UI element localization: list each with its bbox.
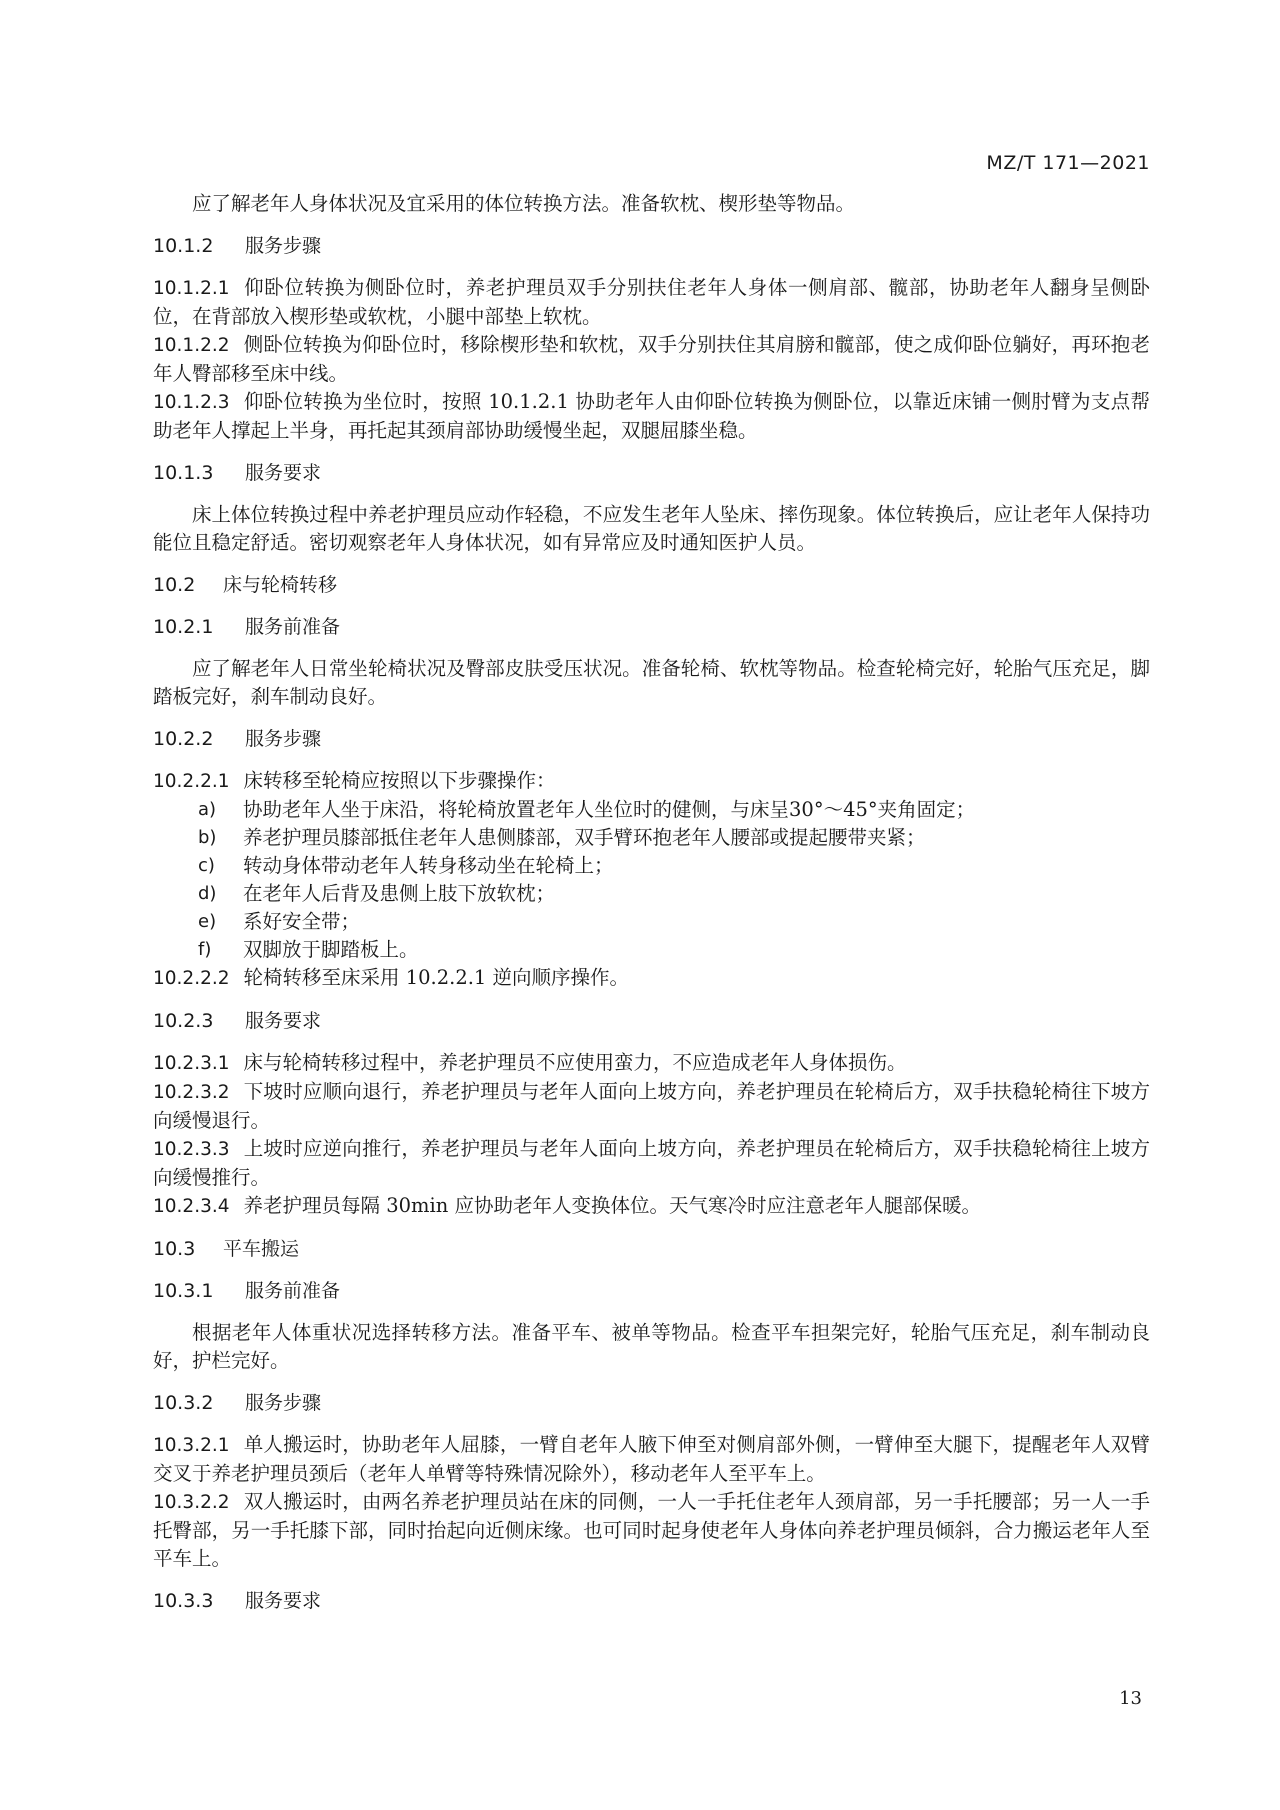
list-item <box>153 936 1150 964</box>
clause-text: 养老护理员每隔 30min 应协助老年人变换体位。天气寒冷时应注意老年人腿部保暖。 <box>243 1194 981 1217</box>
heading-title: 服务步骤 <box>245 728 322 750</box>
list-marker: f) <box>198 939 212 960</box>
list-text: 协助老年人坐于床沿，将轮椅放置老年人坐位时的健侧，与床呈30°～45°夹角固定； <box>243 798 976 821</box>
list-item <box>153 908 1150 936</box>
clause-number: 10.1.2.3 <box>153 392 230 413</box>
paragraph-10-1-3: 床上体位转换过程中养老护理员应动作轻稳，不应发生老年人坠床、摔伤现象。体位转换后，应让老年人保持功能位且稳定舒适。密切观察老年人身体状况，如有异常应及时通知医护人员。 <box>153 503 1150 554</box>
clause-10-3-2-2 <box>153 1488 1150 1573</box>
clause-number: 10.1.2.1 <box>153 278 230 299</box>
list-item <box>153 796 1150 824</box>
clause-10-2-3-2 <box>153 1078 1150 1135</box>
clause-number: 10.2.3.2 <box>153 1082 230 1103</box>
heading-10-2-2 <box>153 725 1150 753</box>
clause-text: 单人搬运时，协助老年人屈膝，一臂自老年人腋下伸至对侧肩部外侧，一臂伸至大腿下，提醒老年人双臂交叉于养老护理员颈后（老年人单臂等特殊情况除外），移动老年人至平车上。 <box>153 1433 1150 1485</box>
heading-number: 10.2.2 <box>153 728 214 750</box>
heading-title: 服务要求 <box>245 1010 322 1032</box>
heading-10-3-1 <box>153 1277 1150 1305</box>
heading-number: 10.2.3 <box>153 1010 214 1032</box>
list-item <box>153 852 1150 880</box>
clause-number: 10.2.3.4 <box>153 1196 230 1217</box>
clause-10-2-3-3 <box>153 1135 1150 1192</box>
list-marker: a) <box>198 799 217 820</box>
heading-10-2-3 <box>153 1007 1150 1035</box>
heading-10-3-2 <box>153 1389 1150 1417</box>
list-text: 在老年人后背及患侧上肢下放软枕； <box>243 882 556 905</box>
clause-number: 10.2.2.1 <box>153 771 230 792</box>
clause-10-2-3-1 <box>153 1049 1150 1078</box>
list-text: 双脚放于脚踏板上。 <box>243 938 419 961</box>
heading-title: 服务前准备 <box>245 1280 341 1302</box>
heading-number: 10.3 <box>153 1238 196 1260</box>
list-marker: e) <box>198 911 217 932</box>
clause-text: 床转移至轮椅应按照以下步骤操作： <box>243 769 556 792</box>
clause-10-1-2-1 <box>153 274 1150 331</box>
heading-number: 10.3.3 <box>153 1590 214 1612</box>
clause-text: 双人搬运时，由两名养老护理员站在床的同侧，一人一手托住老年人颈肩部，另一手托腰部；另一人一手托臀部，另一手托膝下部，同时抬起向近侧床缘。也可同时起身使老年人身体向养老护理员倾斜，合力搬运老年人至平车上。 <box>153 1490 1150 1570</box>
list-marker: b) <box>198 827 217 848</box>
heading-10-1-3 <box>153 459 1150 487</box>
heading-title: 平车搬运 <box>223 1238 300 1260</box>
page-number: 13 <box>1119 1688 1142 1709</box>
list-marker: d) <box>198 883 217 904</box>
list-text: 系好安全带； <box>243 910 361 933</box>
heading-10-2 <box>153 571 1150 599</box>
clause-text: 下坡时应顺向退行，养老护理员与老年人面向上坡方向，养老护理员在轮椅后方，双手扶稳轮椅往下坡方向缓慢退行。 <box>153 1080 1150 1132</box>
clause-text: 轮椅转移至床采用 10.2.2.1 逆向顺序操作。 <box>243 966 630 989</box>
heading-title: 服务步骤 <box>245 235 322 257</box>
steps-list <box>153 796 1150 964</box>
clause-text: 仰卧位转换为坐位时，按照 10.1.2.1 协助老年人由仰卧位转换为侧卧位，以靠近床铺一侧肘臂为支点帮助老年人撑起上半身，再托起其颈肩部协助缓慢坐起，双腿屈膝坐稳。 <box>153 390 1150 442</box>
clause-number: 10.2.3.1 <box>153 1053 230 1074</box>
list-text: 养老护理员膝部抵住老年人患侧膝部，双手臂环抱老年人腰部或提起腰带夹紧； <box>243 826 926 849</box>
heading-number: 10.1.3 <box>153 462 214 484</box>
list-item <box>153 824 1150 852</box>
document-body <box>153 190 1150 1629</box>
clause-10-2-3-4 <box>153 1192 1150 1221</box>
heading-10-1-2 <box>153 232 1150 260</box>
clause-number: 10.2.2.2 <box>153 968 230 989</box>
list-marker: c) <box>198 855 215 876</box>
clause-number: 10.3.2.2 <box>153 1492 230 1513</box>
heading-number: 10.2.1 <box>153 616 214 638</box>
clause-number: 10.1.2.2 <box>153 335 230 356</box>
clause-number: 10.2.3.3 <box>153 1139 230 1160</box>
heading-10-3-3 <box>153 1587 1150 1615</box>
heading-number: 10.1.2 <box>153 235 214 257</box>
clause-text: 床与轮椅转移过程中，养老护理员不应使用蛮力，不应造成老年人身体损伤。 <box>243 1051 907 1074</box>
heading-number: 10.3.2 <box>153 1392 214 1414</box>
heading-title: 床与轮椅转移 <box>223 574 338 596</box>
clause-10-1-2-3 <box>153 388 1150 445</box>
heading-10-3 <box>153 1235 1150 1263</box>
heading-title: 服务要求 <box>245 1590 322 1612</box>
clause-10-2-2-1 <box>153 767 1150 796</box>
paragraph-10-3-1: 根据老年人体重状况选择转移方法。准备平车、被单等物品。检查平车担架完好，轮胎气压充足，刹车制动良好，护栏完好。 <box>153 1321 1150 1372</box>
paragraph-10-2-1: 应了解老年人日常坐轮椅状况及臀部皮肤受压状况。准备轮椅、软枕等物品。检查轮椅完好，轮胎气压充足，脚踏板完好，刹车制动良好。 <box>153 657 1150 708</box>
heading-number: 10.3.1 <box>153 1280 214 1302</box>
clause-text: 侧卧位转换为仰卧位时，移除楔形垫和软枕，双手分别扶住其肩膀和髋部，使之成仰卧位躺好，再环抱老年人臀部移至床中线。 <box>153 333 1150 385</box>
clause-number: 10.3.2.1 <box>153 1435 230 1456</box>
heading-10-2-1 <box>153 613 1150 641</box>
clause-text: 上坡时应逆向推行，养老护理员与老年人面向上坡方向，养老护理员在轮椅后方，双手扶稳轮椅往上坡方向缓慢推行。 <box>153 1137 1150 1189</box>
heading-title: 服务步骤 <box>245 1392 322 1414</box>
list-item <box>153 880 1150 908</box>
clause-10-1-2-2 <box>153 331 1150 388</box>
clause-text: 仰卧位转换为侧卧位时，养老护理员双手分别扶住老年人身体一侧肩部、髋部，协助老年人翻身呈侧卧位，在背部放入楔形垫或软枕，小腿中部垫上软枕。 <box>153 276 1150 328</box>
paragraph-preparation: 应了解老年人身体状况及宜采用的体位转换方法。准备软枕、楔形垫等物品。 <box>192 192 856 215</box>
heading-title: 服务要求 <box>245 462 322 484</box>
clause-10-3-2-1 <box>153 1431 1150 1488</box>
document-code: MZ/T 171—2021 <box>986 152 1150 174</box>
list-text: 转动身体带动老年人转身移动坐在轮椅上； <box>243 854 614 877</box>
heading-number: 10.2 <box>153 574 196 596</box>
heading-title: 服务前准备 <box>245 616 341 638</box>
clause-10-2-2-2 <box>153 964 1150 993</box>
